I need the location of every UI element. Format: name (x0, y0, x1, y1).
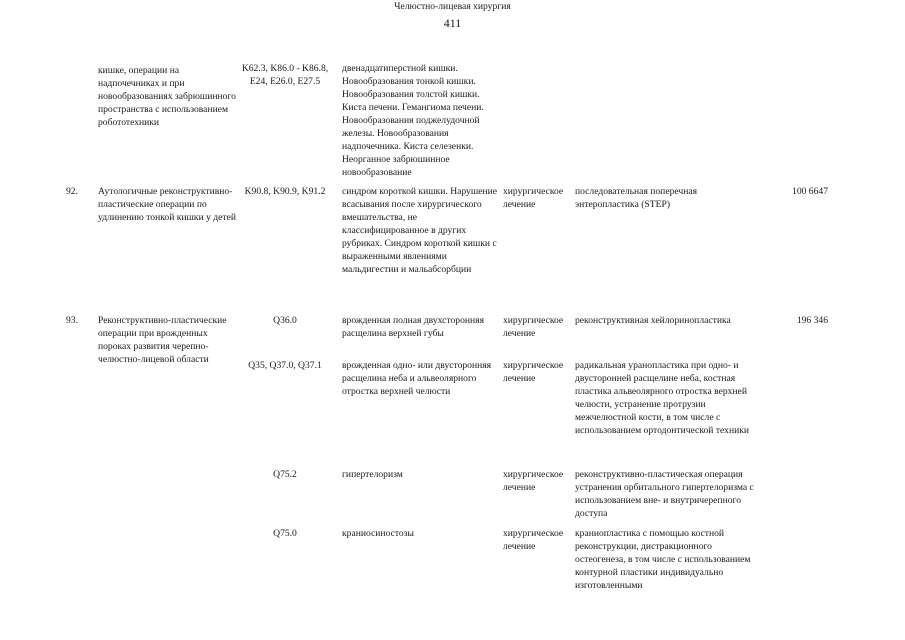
row-treatment-type: хирургическое лечение (503, 186, 564, 210)
row-treatment-type: хирургическое лечение (503, 469, 564, 493)
row-treatment-type: хирургическое лечение (503, 528, 564, 552)
row-code: Q75.2 (273, 469, 297, 480)
row-number: 93. (66, 315, 78, 326)
row-method: последовательная поперечная энтеропластика (STEP) (575, 186, 698, 210)
row-code: K62.3, K86.0 - K86.8, E24, E26.0, E27.5 (241, 63, 329, 87)
section-title: Челюстно-лицевая хирургия (394, 1, 511, 12)
row-method: радикальная уранопластика при одно- и двусторонней расщелине неба, костная пластика альвеолярного отростка верхней челюсти, устранение протрузии межчелюстной кости, в том числе с использованием ортодонтической техники (575, 360, 750, 436)
row-method: реконструктивно-пластическая операция устранения орбитального гипертелоризма с использованием вне- и внутричерепного доступа (575, 469, 754, 519)
row-code: Q35, Q37.0, Q37.1 (248, 360, 322, 371)
row-name: кишке, операции на надпочечниках и при новообразованиях забрюшинного пространства с использованием робототехники (98, 65, 236, 128)
row-treatment-type: хирургическое лечение (503, 360, 564, 384)
row-cost: 196 346 (796, 315, 828, 326)
row-code: Q36.0 (273, 315, 297, 326)
page-number: 411 (443, 16, 462, 30)
row-cost: 100 6647 (792, 186, 828, 197)
row-model: гипертелоризм (342, 469, 403, 480)
row-model: двенадцатиперстной кишки. Новообразования тонкой кишки. Новообразования толстой кишки. Киста печени. Гемангиома печени. Новообразования поджелудочной железы. Новообразования надпочечника. Киста селезенки. Неорганное забрюшинное новообразование (342, 63, 484, 178)
row-number: 92. (66, 186, 78, 197)
row-treatment-type: хирургическое лечение (503, 315, 564, 339)
row-model: синдром короткой кишки. Нарушение всасывания после хирургического вмешательства, не классифицированное в других рубриках. Синдром короткой кишки с выраженными явлениями мальдигестии и мальабсорбции (342, 186, 498, 275)
row-name: Реконструктивно-пластические операции при врожденных пороках развития черепно-челюстно-лицевой области (98, 315, 227, 365)
row-method: краниопластика с помощью костной реконструкции, дистракционного остеогенеза, в том числе с использованием контурной пластики индивидуально изготовленными (575, 528, 751, 591)
row-model: краниосиностозы (342, 528, 414, 539)
row-code: Q75.0 (273, 528, 297, 539)
row-method: реконструктивная хейлоринопластика (575, 315, 731, 326)
row-model: врожденная одно- или двусторонняя расщелина неба и альвеолярного отростка верхней челюсти (342, 360, 492, 397)
row-model: врожденная полная двухсторонняя расщелина верхней губы (342, 315, 484, 339)
row-code: K90.8, K90.9, K91.2 (244, 186, 326, 197)
row-name: Аутологичные реконструктивно-пластические операции по удлинению тонкой кишки у детей (98, 186, 237, 223)
